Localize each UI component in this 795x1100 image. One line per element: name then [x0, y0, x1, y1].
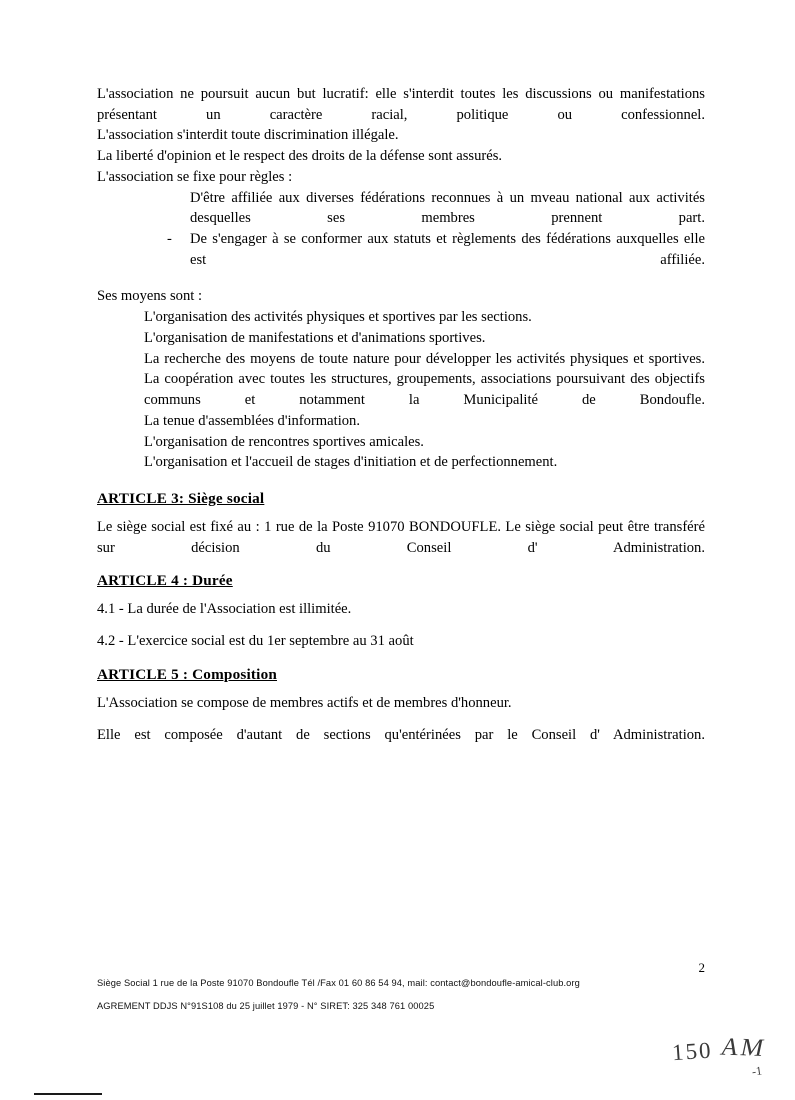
page-number: 2	[698, 960, 705, 975]
list-item: La tenue d'assemblées d'information.	[144, 412, 360, 429]
list-item: L'organisation des activités physiques et sportives par les sections.	[144, 309, 532, 326]
paragraph-rules-intro: L'association se fixe pour règles :	[97, 168, 293, 185]
paragraph-opinion-freedom: La liberté d'opinion et le respect des droits de la défense sont assurés.	[97, 148, 503, 165]
rule-commitment-row	[167, 229, 705, 270]
handwritten-annotation	[671, 1033, 766, 1067]
list-item: La recherche des moyens de toute nature pour développer les activités physiques et sportives.	[144, 350, 705, 367]
list-item: La coopération avec toutes les structures, groupements, associations poursuivant des objectifs communs et notamment la Municipalité de Bondoufle.	[144, 371, 705, 409]
list-dash-icon: -	[167, 231, 172, 248]
article-5-clause-2: Elle est composée d'autant de sections qu'entérinées par le Conseil d' Administration.	[97, 726, 705, 743]
footer-legal-line: AGREMENT DDJS N°91S108 du 25 juillet 1979 - N° SIRET: 325 348 761 00025	[97, 1001, 435, 1011]
handwritten-number: 150	[671, 1037, 714, 1066]
handwritten-initials: AM	[717, 1033, 768, 1062]
bottom-edge-mark	[34, 1093, 102, 1095]
rule-commitment: De s'engager à se conformer aux statuts et règlements des fédérations auxquelles elle est affiliée.	[190, 231, 705, 268]
article-4-heading: ARTICLE 4 : Durée	[97, 572, 233, 590]
paragraph-means-intro: Ses moyens sont :	[97, 288, 202, 305]
paragraph-discrimination: L'association s'interdit toute discrimination illégale.	[97, 127, 399, 144]
article-4-clause-2: 4.2 - L'exercice social est du 1er septembre au 31 août	[97, 633, 414, 650]
rule-affiliation: D'être affiliée aux diverses fédérations reconnues à un mveau national aux activités desquelles ses membres prennent part.	[190, 189, 705, 227]
list-item: L'organisation de rencontres sportives amicales.	[144, 433, 424, 450]
document-body	[97, 84, 705, 756]
page-footer	[97, 978, 717, 1024]
article-3-body: Le siège social est fixé au : 1 rue de la Poste 91070 BONDOUFLE. Le siège social peut être transféré sur décision du Conseil d' Administration.	[97, 518, 705, 556]
article-3-heading: ARTICLE 3: Siège social	[97, 489, 265, 507]
article-5-clause-1: L'Association se compose de membres actifs et de membres d'honneur.	[97, 694, 512, 711]
footer-contact-line: Siège Social 1 rue de la Poste 91070 Bondoufle Tél /Fax 01 60 86 54 94, mail: contact@bondoufle-amical-club.org	[97, 978, 580, 988]
article-4-clause-1: 4.1 - La durée de l'Association est illimitée.	[97, 601, 352, 618]
list-item: L'organisation et l'accueil de stages d'initiation et de perfectionnement.	[144, 454, 558, 471]
list-item: L'organisation de manifestations et d'animations sportives.	[144, 329, 486, 346]
paragraph-non-profit: L'association ne poursuit aucun but lucratif: elle s'interdit toutes les discussions ou manifestations présentant un caractère racial, politique ou confessionnel.	[97, 86, 705, 123]
article-5-heading: ARTICLE 5 : Composition	[97, 665, 278, 683]
handwritten-tick: -1	[751, 1063, 763, 1079]
means-list	[144, 307, 705, 473]
